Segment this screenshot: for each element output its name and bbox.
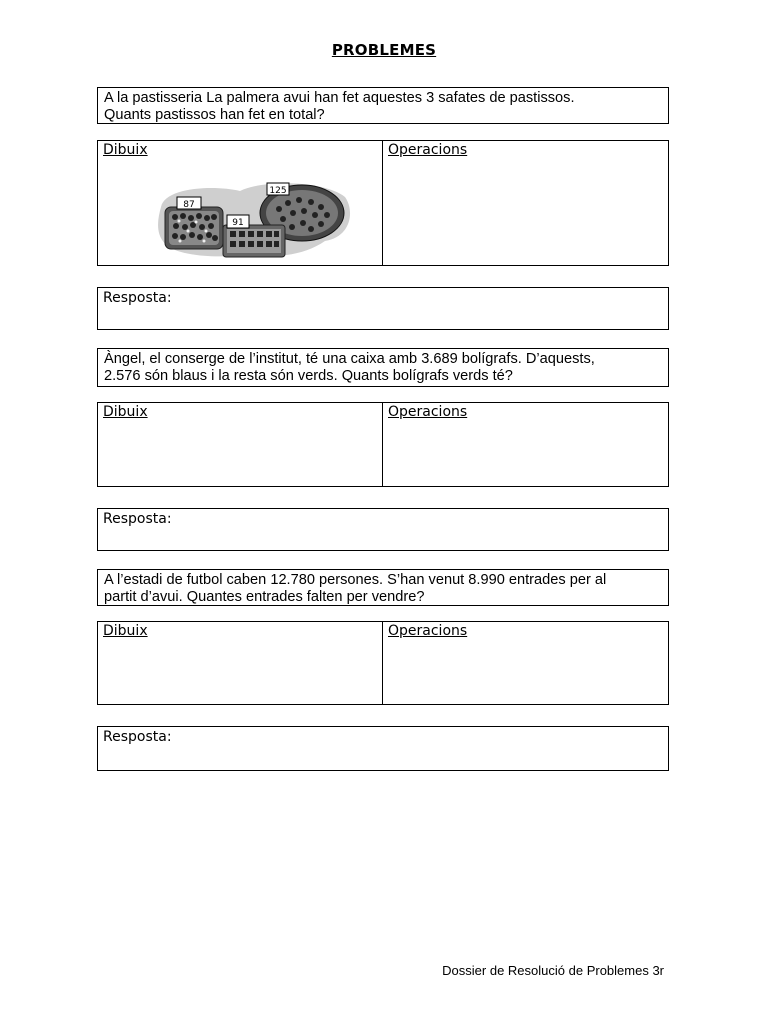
page-footer: Dossier de Resolució de Problemes 3r	[442, 963, 664, 978]
problem-2-operations-cell[interactable]	[383, 403, 668, 486]
operations-label: Operacions	[388, 142, 468, 158]
problem-3-statement-line-2: partit d’avui. Quantes entrades falten per vendre?	[104, 588, 425, 605]
problem-3-work-table	[97, 621, 669, 705]
problem-1-work-table	[97, 140, 669, 266]
problem-2-statement-line-1: Àngel, el conserge de l’institut, té una caixa amb 3.689 bolígrafs. D’aquests,	[104, 351, 595, 367]
drawing-label: Dibuix	[103, 404, 148, 420]
problem-3-drawing-cell[interactable]	[98, 622, 383, 704]
problem-1-answer-box[interactable]	[97, 287, 669, 330]
problem-3-answer-box[interactable]	[97, 726, 669, 771]
answer-label: Resposta:	[103, 729, 172, 745]
page-title: PROBLEMES	[331, 41, 437, 59]
problem-3-statement	[97, 569, 669, 606]
drawing-label: Dibuix	[103, 623, 148, 639]
answer-label: Resposta:	[103, 290, 172, 306]
problem-3-statement-line-1: A l’estadi de futbol caben 12.780 persones. S’han venut 8.990 entrades per al	[104, 572, 607, 588]
problem-2-drawing-cell[interactable]	[98, 403, 383, 486]
tray-middle-label: 91	[232, 218, 244, 228]
answer-label: Resposta:	[103, 511, 172, 527]
cake-trays-illustration	[155, 167, 353, 259]
problem-2-answer-box[interactable]	[97, 508, 669, 551]
problem-2-statement	[97, 348, 669, 387]
problem-3-operations-cell[interactable]	[383, 622, 668, 704]
problem-1-drawing-cell[interactable]	[98, 141, 383, 265]
operations-label: Operacions	[388, 404, 468, 420]
problem-2-statement-line-2: 2.576 són blaus i la resta són verds. Quants bolígrafs verds té?	[104, 367, 513, 384]
tray-left-label: 87	[183, 200, 195, 210]
problem-1-statement	[97, 87, 669, 124]
operations-label: Operacions	[388, 623, 468, 639]
problem-2-work-table	[97, 402, 669, 487]
problem-1-operations-cell[interactable]	[383, 141, 668, 265]
tray-right-label: 125	[269, 186, 287, 196]
drawing-label: Dibuix	[103, 142, 148, 158]
problem-1-statement-line-2: Quants pastissos han fet en total?	[104, 106, 325, 123]
problem-1-statement-line-1: A la pastisseria La palmera avui han fet aquestes 3 safates de pastissos.	[104, 90, 575, 106]
